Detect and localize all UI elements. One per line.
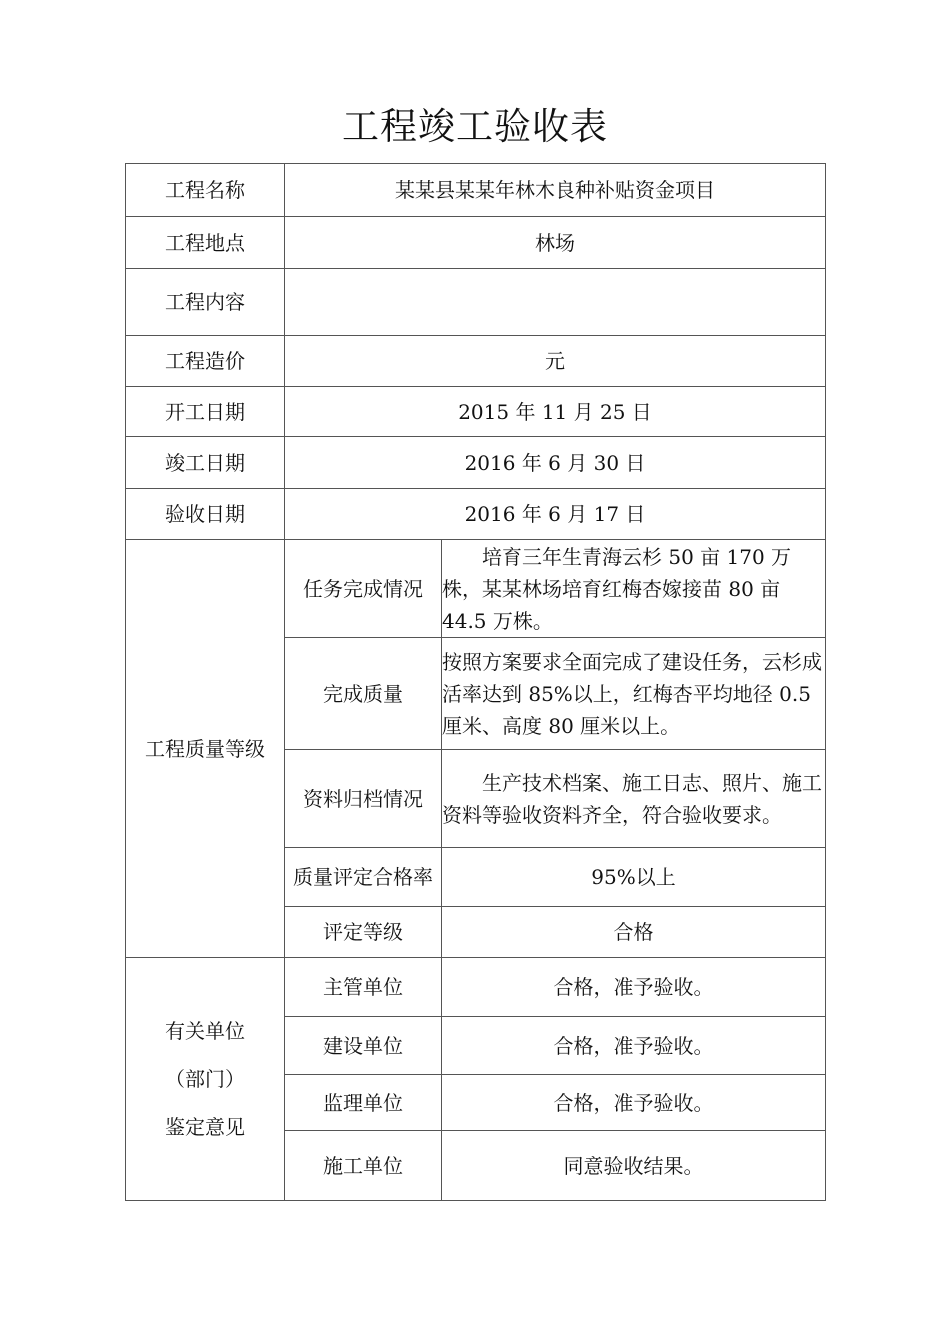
pass-rate-label: 质量评定合格率	[293, 865, 433, 889]
form-row-project-cost	[126, 336, 826, 387]
start-date-label: 开工日期	[126, 387, 285, 437]
supervision-unit-opinion: 合格，准予验收。	[442, 1075, 826, 1131]
opinions-label-line-2: （部门）	[165, 1067, 245, 1091]
opinions-group-label	[126, 958, 285, 1201]
form-row-start-date	[126, 387, 826, 437]
form-row-project-name	[126, 164, 826, 217]
supervising-unit-opinion: 合格，准予验收。	[442, 958, 826, 1017]
project-cost-value: 元	[285, 336, 826, 387]
acceptance-form-table	[125, 163, 826, 1201]
grade-label: 评定等级	[285, 907, 442, 958]
opinions-label-line-3: 鉴定意见	[165, 1115, 245, 1139]
pass-rate-value: 95%以上	[442, 848, 826, 907]
contractor-unit-label: 施工单位	[285, 1131, 442, 1201]
form-row-project-content	[126, 269, 826, 336]
project-name-value: 某某县某某年林木良种补贴资金项目	[285, 164, 826, 217]
opinions-label-line-1: 有关单位	[165, 1019, 245, 1043]
project-content-label: 工程内容	[126, 269, 285, 336]
completion-quality-value: 按照方案要求全面完成了建设任务，云杉成活率达到 85%以上，红梅杏平均地径 0.5 厘米、高度 80 厘米以上。	[442, 638, 826, 750]
project-cost-label: 工程造价	[126, 336, 285, 387]
task-completion-value: 培育三年生青海云杉 50 亩 170 万株，某某林场培育红梅杏嫁接苗 80 亩 44.5 万株。	[442, 540, 826, 638]
grade-value: 合格	[442, 907, 826, 958]
page-title: 工程竣工验收表	[342, 105, 608, 148]
form-row-acceptance-date	[126, 489, 826, 540]
project-location-label: 工程地点	[126, 217, 285, 269]
form-row-completion-date	[126, 437, 826, 489]
form-row-project-location	[126, 217, 826, 269]
pass-rate-label-cell	[285, 848, 442, 907]
acceptance-date-value: 2016 年 6 月 17 日	[285, 489, 826, 540]
project-content-value	[285, 269, 826, 336]
completion-date-value: 2016 年 6 月 30 日	[285, 437, 826, 489]
archiving-value: 生产技术档案、施工日志、照片、施工资料等验收资料齐全，符合验收要求。	[442, 750, 826, 848]
contractor-unit-opinion: 同意验收结果。	[442, 1131, 826, 1201]
completion-quality-label: 完成质量	[285, 638, 442, 750]
project-name-label: 工程名称	[126, 164, 285, 217]
project-location-value: 林场	[285, 217, 826, 269]
supervising-unit-label: 主管单位	[285, 958, 442, 1017]
acceptance-date-label: 验收日期	[126, 489, 285, 540]
quality-row-task-completion	[126, 540, 826, 638]
task-completion-label: 任务完成情况	[285, 540, 442, 638]
quality-group-label: 工程质量等级	[126, 540, 285, 958]
archiving-label: 资料归档情况	[285, 750, 442, 848]
opinion-row-supervising-unit	[126, 958, 826, 1017]
completion-date-label: 竣工日期	[126, 437, 285, 489]
supervision-unit-label: 监理单位	[285, 1075, 442, 1131]
start-date-value: 2015 年 11 月 25 日	[285, 387, 826, 437]
construction-unit-label: 建设单位	[285, 1017, 442, 1075]
construction-unit-opinion: 合格，准予验收。	[442, 1017, 826, 1075]
